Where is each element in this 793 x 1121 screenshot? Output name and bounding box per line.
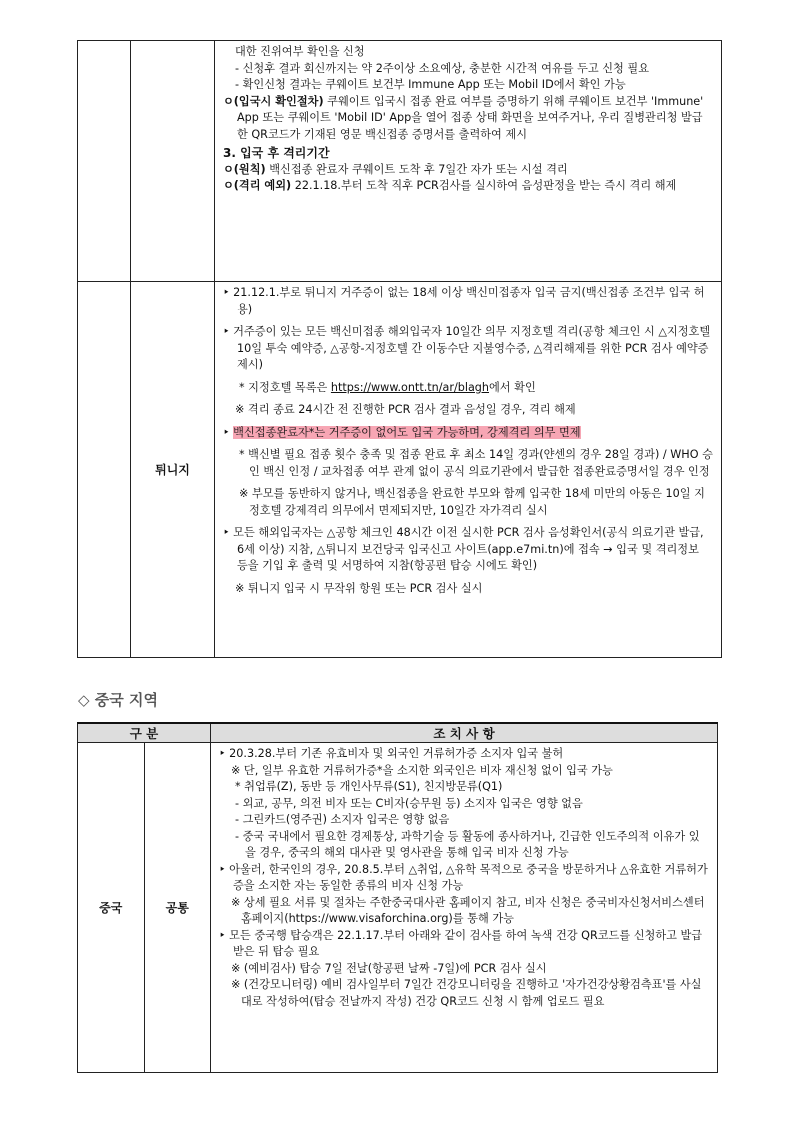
china-line: * 취업류(Z), 동반 등 개인사무류(S1), 친지방문류(Q1) [235, 780, 503, 793]
tunisia-row [78, 282, 722, 658]
tunisia-content [215, 282, 721, 600]
bold-label: ㅇ(입국시 확인절차) [223, 94, 324, 108]
china-line: - 그린카드(영주권) 소지자 입국은 영향 없음 [235, 813, 450, 826]
china-line: ‣ 모든 중국행 탑승객은 22.1.17.부터 아래와 같이 검사를 하여 녹색 건강 QR코드를 신청하고 발급받은 뒤 탑승 필요 [219, 928, 703, 958]
tunisia-para-1: ‣ 21.12.1.부로 튀니지 거주증이 없는 18세 이상 백신미접종자 입국 금지(백신접종 조건부 입국 허용) [223, 286, 705, 316]
header-measures: 조 치 사 항 [211, 723, 718, 743]
bold-label: ㅇ(원칙) [223, 162, 266, 176]
china-row [78, 743, 718, 1073]
tunisia-para-3: * 지정호텔 목록은 https://www.ontt.tn/ar/blagh에서 확인 [239, 380, 536, 394]
kuwait-line: 대한 진위여부 확인을 신청 [235, 45, 365, 58]
kuwait-row [78, 41, 722, 282]
tunisia-para-5: ‣ 백신접종완료자*는 거주증이 없어도 입국 가능하며, 강제격리 의무 면제 [223, 425, 581, 439]
kuwait-line: ㅇ(격리 예외) 22.1.18.부터 도착 직후 PCR검사를 실시하여 음성판정을 받는 즉시 격리 해제 [223, 179, 677, 192]
china-table [77, 722, 718, 1073]
region-cell [78, 41, 131, 282]
china-line: - 외교, 공무, 의전 비자 또는 C비자(승무원 등) 소지자 입국은 영향 없음 [235, 796, 583, 810]
tunisia-para-9: ※ 튀니지 입국 시 무작위 항원 또는 PCR 검사 실시 [235, 581, 483, 595]
section-title: ◇ 중국 지역 [78, 691, 158, 709]
table-header [78, 723, 718, 743]
china-content [211, 743, 717, 1013]
kuwait-line: ㅇ(입국시 확인절차) 쿠웨이트 입국시 접종 완료 여부를 증명하기 위해 쿠웨이트 보건부 'Immune' App 또는 쿠웨이트 'Mobil ID' App을 열어 접종 상태 화면을 보여주거나, 우리 질병관리청 발급한 QR코드가 기재된 영문 백신접종 증명서를 출력하여 제시 [223, 94, 704, 141]
region-cell [78, 282, 131, 658]
kuwait-line: ㅇ(원칙) 백신접종 완료자 쿠웨이트 도착 후 7일간 자가 또는 시설 격리 [223, 162, 568, 176]
tunisia-para-4: ※ 격리 종료 24시간 전 진행한 PCR 검사 결과 음성일 경우, 격리 해제 [235, 403, 576, 416]
hotel-list-link[interactable]: https://www.ontt.tn/ar/blagh [330, 380, 489, 394]
highlighted-text: 백신접종완료자*는 거주증이 없어도 입국 가능하며, 강제격리 의무 면제 [233, 425, 581, 439]
china-line: ‣ 20.3.28.부터 기존 유효비자 및 외국인 거류허가증 소지자 입국 불허 [219, 747, 564, 760]
tunisia-para-2: ‣ 거주증이 있는 모든 백신미접종 해외입국자 10일간 의무 지정호텔 격리(공항 체크인 시 △지정호텔 10일 투숙 예약증, △공항-지정호텔 간 이동수단 지불영수증, △격리해제를 위한 PCR 검사 예약증 제시) [223, 325, 711, 371]
china-line: ‣ 아울러, 한국인의 경우, 20.8.5.부터 △취업, △유학 목적으로 중국을 방문하거나 △유효한 거류허가증을 소지한 자는 동일한 종류의 비자 신청 가능 [219, 862, 708, 892]
kuwait-tunisia-table [77, 40, 722, 658]
country-label: 튀니지 [131, 282, 215, 658]
kuwait-content [215, 41, 721, 198]
kuwait-line: - 신청후 결과 회신까지는 약 2주이상 소요예상, 충분한 시간적 여유를 두고 신청 필요 [235, 61, 650, 75]
tunisia-para-6: * 백신별 필요 접종 횟수 충족 및 접종 완료 후 최소 14일 경과(얀센의 경우 28일 경과) / WHO 승인 백신 인정 / 교차접종 여부 관계 없이 공식 의료기관에서 발급한 접종완료증명서일 경우 인정 [239, 448, 713, 478]
china-line: ※ (예비검사) 탑승 7일 전날(항공편 날짜 -7일)에 PCR 검사 실시 [231, 961, 547, 975]
header-category: 구 분 [78, 723, 211, 743]
china-line: ※ 단, 일부 유효한 거류허가증*을 소지한 외국인은 비자 재신청 없이 입국 가능 [231, 763, 613, 777]
region-label: 중국 [78, 743, 145, 1073]
china-line: - 중국 국내에서 필요한 경제통상, 과학기술 등 활동에 종사하거나, 긴급한 인도주의적 이유가 있을 경우, 중국의 해외 대사관 및 영사관을 통해 입국 비자 신청 가능 [235, 829, 700, 859]
china-line: ※ 상세 필요 서류 및 절차는 주한중국대사관 홈페이지 참고, 비자 신청은 중국비자신청서비스센터 홈페이지(https://www.visaforchina.org)를 통해 가능 [231, 895, 705, 925]
tunisia-para-7: ※ 부모를 동반하지 않거나, 백신접종을 완료한 부모와 함께 입국한 18세 미만의 아동은 10일 지정호텔 강제격리 의무에서 면제되지만, 10일간 자가격리 실시 [239, 487, 705, 517]
category-label: 공통 [144, 743, 211, 1073]
china-line: ※ (건강모니터링) 예비 검사일부터 7일간 건강모니터링을 진행하고 '자가건강상황검측표'를 사실대로 작성하여(탑승 전날까지 작성) 건강 QR코드 신청 시 함께 업로드 필요 [231, 978, 702, 1008]
kuwait-line: - 확인신청 결과는 쿠웨이트 보건부 Immune App 또는 Mobil ID에서 확인 가능 [235, 78, 626, 91]
country-cell [131, 41, 215, 282]
bold-label: ㅇ(격리 예외) [223, 179, 292, 192]
quarantine-heading: 3. 입국 후 격리기간 [223, 146, 330, 160]
tunisia-para-8: ‣ 모든 해외입국자는 △공항 체크인 48시간 이전 실시한 PCR 검사 음성확인서(공식 의료기관 발급, 6세 이상) 지참, △튀니지 보건당국 입국신고 사이트(app.e7mi.tn)에 접속 → 입국 및 격리정보 등을 기입 후 출력 및 서명하여 지참(항공편 탑승 시에도 확인) [223, 526, 704, 572]
